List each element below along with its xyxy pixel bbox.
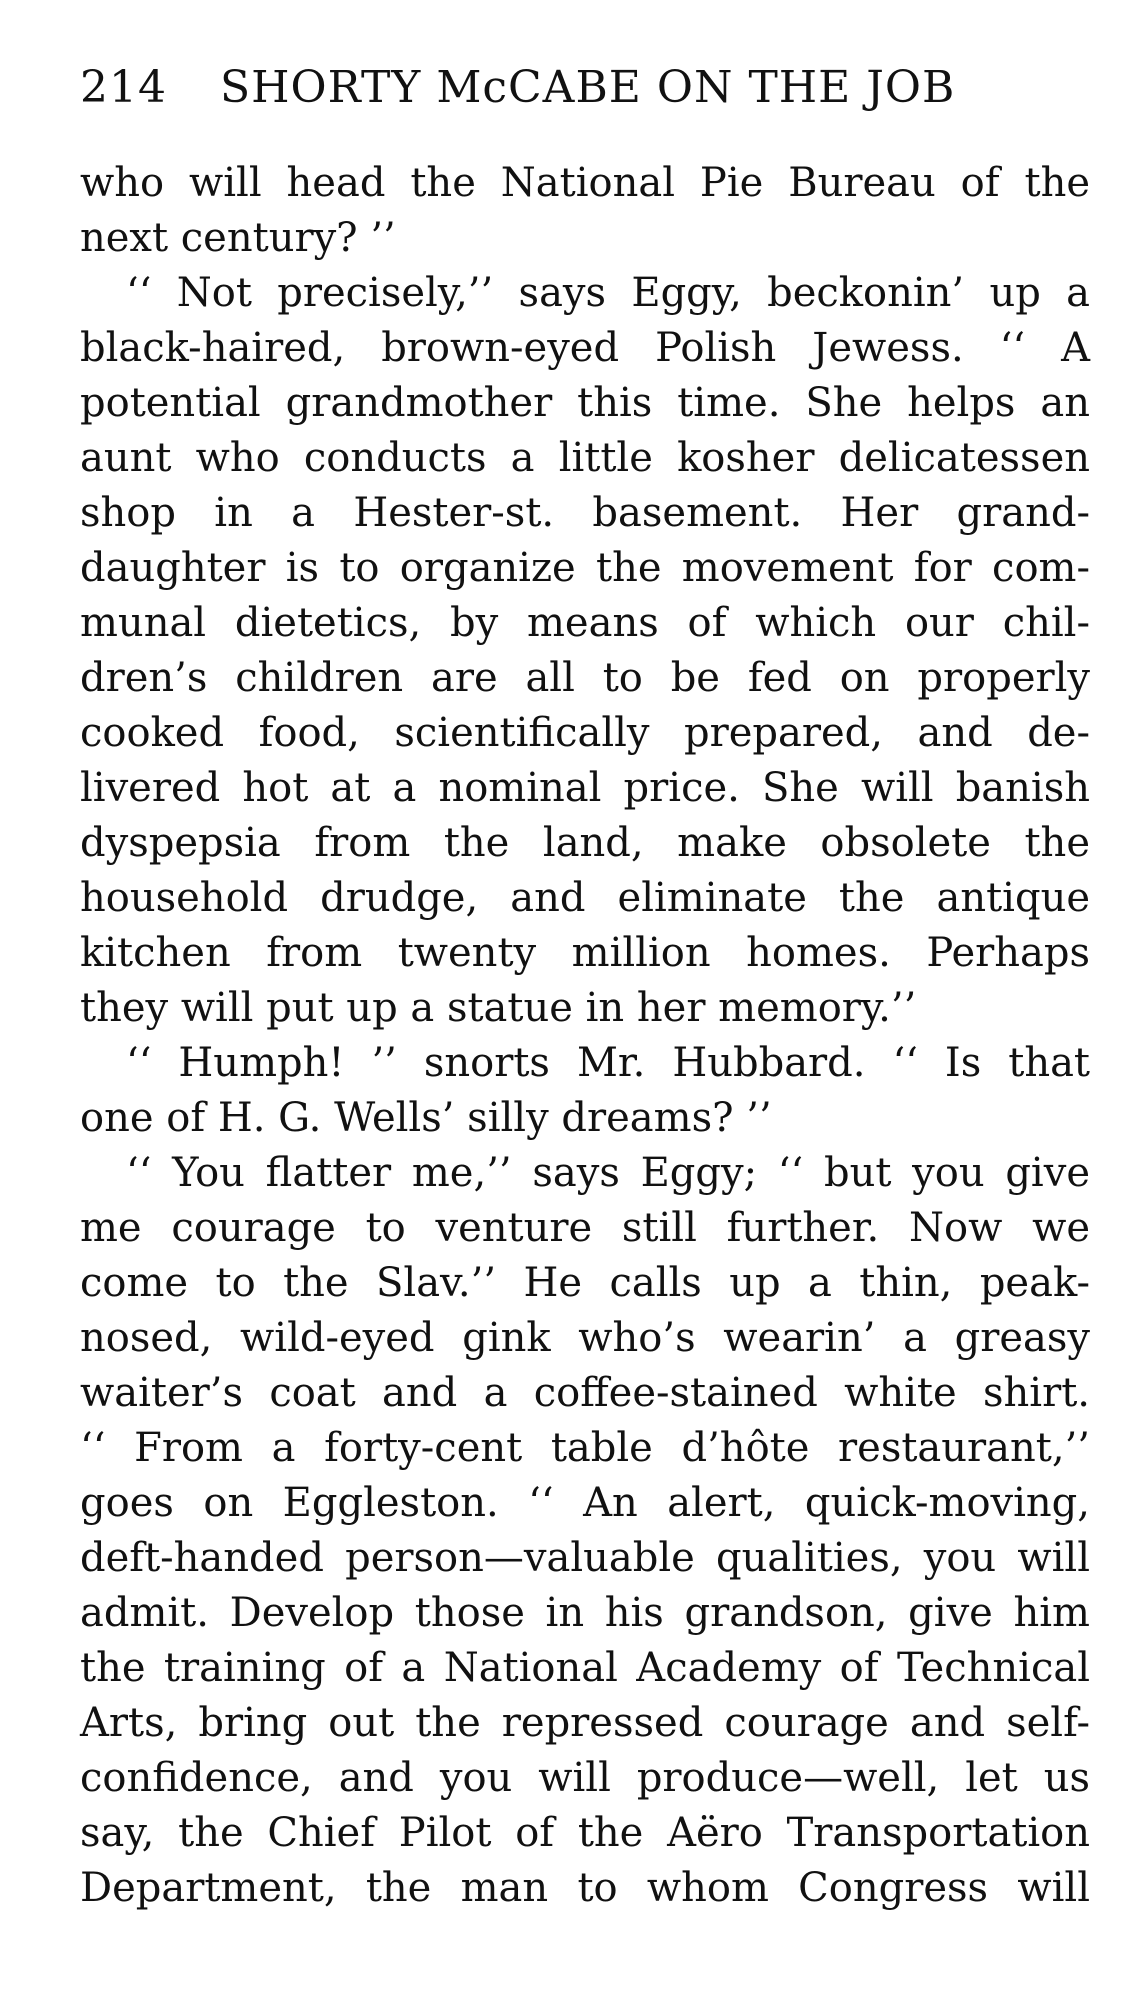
text-line: livered hot at a nominal price. She will banish (80, 765, 1090, 811)
body-text (80, 156, 1090, 1916)
text-line: dyspepsia from the land, make obsolete the (80, 820, 1090, 866)
text-line: cooked food, scientifically prepared, and de- (80, 710, 1090, 756)
text-line: shop in a Hester-st. basement. Her grand- (80, 490, 1090, 536)
text-line: nosed, wild-eyed gink who’s wearin’ a greasy (80, 1315, 1090, 1361)
text-line: potential grandmother this time. She helps an (80, 380, 1090, 426)
text-line: the training of a National Academy of Technical (80, 1645, 1090, 1691)
text-line: daughter is to organize the movement for com- (80, 545, 1090, 591)
text-line: me courage to venture still further. Now we (80, 1205, 1090, 1251)
book-page (80, 62, 1090, 1916)
text-line: they will put up a statue in her memory.’’ (80, 985, 917, 1031)
text-line: household drudge, and eliminate the antique (80, 875, 1090, 921)
text-line: kitchen from twenty million homes. Perhaps (80, 930, 1090, 976)
text-line: Department, the man to whom Congress will (80, 1865, 1090, 1911)
text-line: goes on Eggleston. ‘‘ An alert, quick-moving, (80, 1480, 1090, 1526)
book-title: SHORTY McCABE ON THE JOB (220, 62, 956, 113)
text-line: who will head the National Pie Bureau of the (80, 160, 1090, 206)
text-line: dren’s children are all to be fed on properly (80, 655, 1090, 701)
paragraph-first-line: ‘‘ You flatter me,’’ says Eggy; ‘‘ but you give (126, 1150, 1090, 1196)
text-line: say, the Chief Pilot of the Aëro Transportation (80, 1810, 1090, 1856)
paragraph-first-line: ‘‘ Humph! ’’ snorts Mr. Hubbard. ‘‘ Is that (126, 1040, 1090, 1086)
text-line: munal dietetics, by means of which our chil- (80, 600, 1090, 646)
text-line: confidence, and you will produce—well, let us (80, 1755, 1090, 1801)
text-line: next century? ’’ (80, 215, 396, 261)
text-line: ‘‘ From a forty-cent table d’hôte restaurant,’’ (80, 1425, 1090, 1471)
text-line: one of H. G. Wells’ silly dreams? ’’ (80, 1095, 772, 1141)
text-line: black-haired, brown-eyed Polish Jewess. ‘‘ A (80, 325, 1090, 371)
text-line: aunt who conducts a little kosher delicatessen (80, 435, 1090, 481)
text-line: come to the Slav.’’ He calls up a thin, peak- (80, 1260, 1090, 1306)
page-number: 214 (80, 62, 167, 113)
text-line: deft-handed person—valuable qualities, you will (80, 1535, 1090, 1581)
text-line: waiter’s coat and a coffee-stained white shirt. (80, 1370, 1090, 1416)
text-line: admit. Develop those in his grandson, give him (80, 1590, 1090, 1636)
text-line: Arts, bring out the repressed courage and self- (80, 1700, 1090, 1746)
paragraph-first-line: ‘‘ Not precisely,’’ says Eggy, beckonin’ up a (126, 270, 1090, 316)
running-head (80, 62, 1090, 114)
